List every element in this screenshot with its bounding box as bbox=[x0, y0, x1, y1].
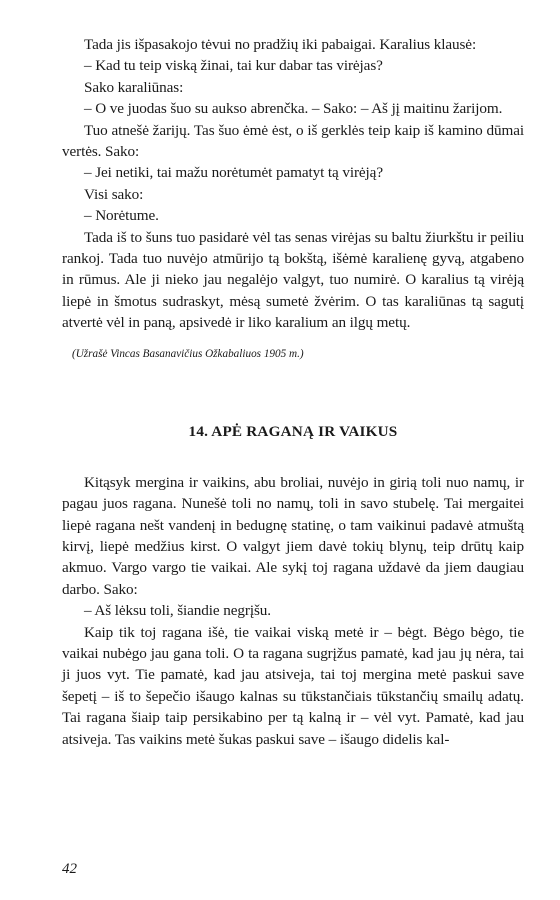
paragraph-escape: Kaip tik toj ragana išė, tie vaikai viską metė ir – bėgt. Bėgo bėgo, tie vaikai nubėgo jau gana toli. O ta ragana sugrįžus pamatė, kad jau jų nėra, tai ji juos vyt. Tie pamatė, kad jau atsiveja, tai toj mergina metė paskui save šepetį – iš to šepečio išaugo kalnas su tūkstančiais tūkstančių smailų adatų. Tai ragana šiaip taip persikabino per tą kalną ir – vėl vyt. Pamatė, kad jau atsiveja. Tas vaikins metė šukas paskui save – išaugo didelis kal- bbox=[62, 623, 524, 748]
dialogue-line: – Aš lėksu toli, šiandie negrįšu. bbox=[84, 602, 271, 620]
paragraph-story-ending: Tada iš to šuns tuo pasidarė vėl tas senas virėjas su baltu žiurkštu ir peiliu rankoj. Tada tuo nuvėjo atmūrijo tą bokštą, išėmė karalienę gyvą, atgabeno in rūmus. Ale ji nieko jau negalėjo valgyt, tuo numirė. O karalius tą virėją liepė in šmotus sudraskyt, mėsą sumetė žvėrim. O tas karaliūnas tą sagutį atvertė vėl in paną, apsivedė ir liko karalium an ilgų metų. bbox=[62, 228, 524, 332]
dialogue-line: Sako karaliūnas: bbox=[84, 78, 184, 96]
dialogue-line: – Kad tu teip viską žinai, tai kur dabar tas virėjas? bbox=[84, 57, 383, 75]
page-number: 42 bbox=[62, 861, 77, 877]
source-note: (Užrašė Vincas Basanavičius Ožkabaliuos 1905 m.) bbox=[72, 347, 304, 360]
section-body bbox=[62, 472, 524, 750]
dialogue-line: – O ve juodas šuo su aukso abrenčka. – Sako: – Aš jį maitinu žarijom. bbox=[84, 100, 503, 118]
section-title: 14. APĖ RAGANĄ IR VAIKUS bbox=[188, 422, 398, 440]
paragraph-king-asked: Tada jis išpasakojo tėvui no pradžių iki pabaigai. Karalius klausė: bbox=[84, 36, 477, 53]
dialogue-line: – Norėtume. bbox=[84, 207, 159, 225]
dialogue-line: – Jei netiki, tai mažu norėtumėt pamatyt tą virėją? bbox=[84, 164, 383, 182]
paragraph-embers: Tuo atnešė žarijų. Tas šuo ėmė ėst, o iš gerklės teip kaip iš kamino dūmai vertės. Sako: bbox=[62, 121, 524, 161]
paragraph-witch-intro: Kitąsyk mergina ir vaikins, abu broliai, nuvėjo in girią toli nuo namų, ir pagau juos ragana. Nunešė toli no namų, toli in savo stubelę. Tai mergaitei liepė ragana nešt vandenį in bedugnę statinę, o tam vaikinui padavė atmuštą kirvį, liepė medžius kirst. O valgyt jiem davė tokių blynų, teip drūtų kaip akmuo. Vargo vargo tie vaikai. Ale sykį toj ragana uždavė da jiem daugiau darbo. Sako: bbox=[62, 473, 524, 598]
dialogue-line: Visi sako: bbox=[84, 185, 144, 203]
book-page bbox=[62, 34, 524, 750]
